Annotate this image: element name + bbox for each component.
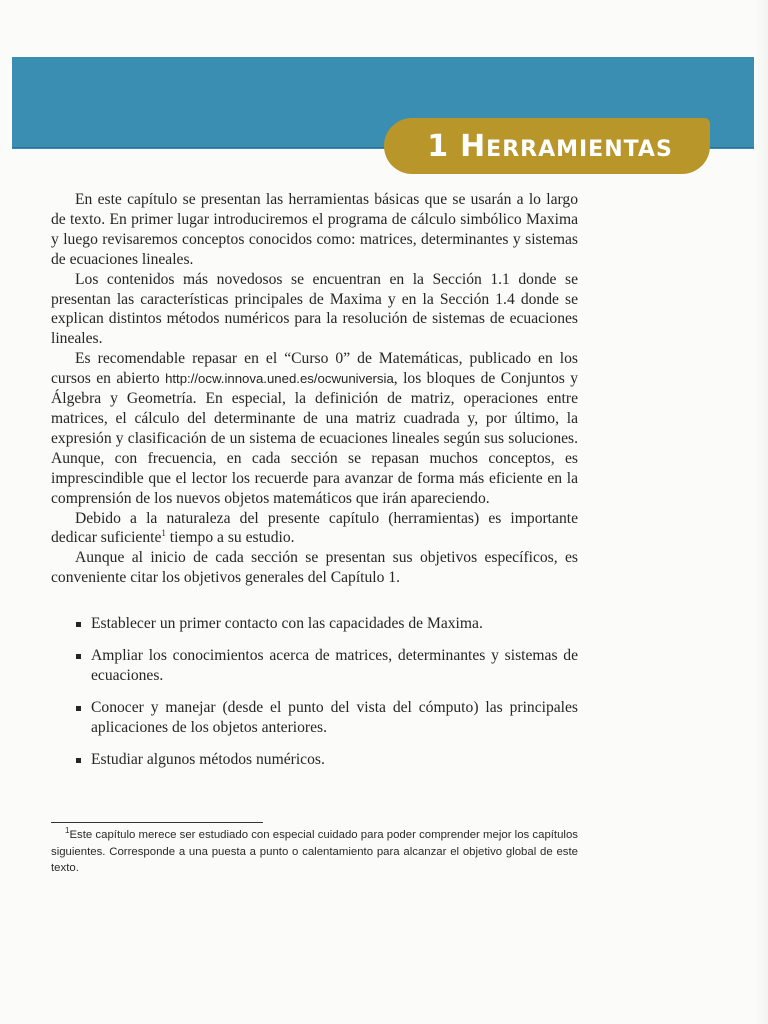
footnote — [51, 827, 578, 877]
chapter-title — [460, 129, 673, 164]
objective-item: Ampliar los conocimientos acerca de matrices, determinantes y sistemas de ecuaciones. — [76, 646, 578, 686]
footnote-mark: 1 — [65, 826, 70, 836]
page-edge-shadow — [754, 0, 768, 1024]
chapter-number: 1 — [427, 128, 449, 164]
paragraph-3-start: Es recomendable repasar en el “Curso 0” de Matemáticas, publicado en los cursos en abierto — [51, 350, 578, 388]
paragraph-3 — [51, 349, 578, 508]
footnote-rule — [51, 822, 263, 823]
objective-item: Establecer un primer contacto con las capacidades de Maxima. — [76, 614, 578, 634]
paragraph-4 — [51, 509, 578, 549]
objective-item: Estudiar algunos métodos numéricos. — [76, 750, 578, 770]
footnote-text: Este capítulo merece ser estudiado con especial cuidado para poder comprender mejor los capítulos siguientes. Corresponde a una puesta a punto o calentamiento para alcanzar el objetivo global de este texto. — [51, 829, 578, 875]
paragraph-1: En este capítulo se presentan las herramientas básicas que se usarán a lo largo de texto. En primer lugar introduciremos el programa de cálculo simbólico Maxima y luego revisaremos conceptos conocidos como: matrices, determinantes y sistemas de ecuaciones lineales. — [51, 191, 578, 268]
footnote-reference: 1 — [161, 528, 166, 539]
paragraph-3-end: , los bloques de Conjuntos y Álgebra y Geometría. En especial, la definición de matriz, operaciones entre matrices, el cálculo del determinante de una matriz cuadrada y, por último, la expresión y clasificación de un sistema de ecuaciones lineales según sus soluciones. Aunque, con frecuencia, en cada sección se repasan muchos conceptos, es imprescindible que el lector los recuerde para avanzar de forma más eficiente en la comprensión de los nuevos objetos matemáticos que irán apareciendo. — [51, 370, 579, 507]
paragraph-5: Aunque al inicio de cada sección se presentan sus objetivos específicos, es conveniente citar los objetivos generales del Capítulo 1. — [51, 549, 578, 587]
paragraph-2: Los contenidos más novedosos se encuentran en la Sección 1.1 donde se presentan las características principales de Maxima y en la Sección 1.4 donde se explican distintos métodos numéricos para la resolución de sistemas de ecuaciones lineales. — [51, 270, 578, 348]
objectives-list — [76, 614, 578, 769]
chapter-title-initial: H — [460, 128, 487, 164]
paragraph-4-start: Debido a la naturaleza del presente capítulo (herramientas) es importante dedicar suficiente — [51, 509, 578, 547]
chapter-intro-text — [51, 190, 578, 588]
ocw-url: http://ocw.innova.uned.es/ocwuniversia — [165, 371, 394, 387]
chapter-title-rest: ERRAMIENTAS — [486, 136, 673, 162]
objective-item: Conocer y manejar (desde el punto del vista del cómputo) las principales aplicaciones de los objetos anteriores. — [76, 698, 578, 738]
paragraph-4-end: tiempo a su estudio. — [165, 529, 295, 547]
chapter-title-tab — [384, 118, 710, 174]
